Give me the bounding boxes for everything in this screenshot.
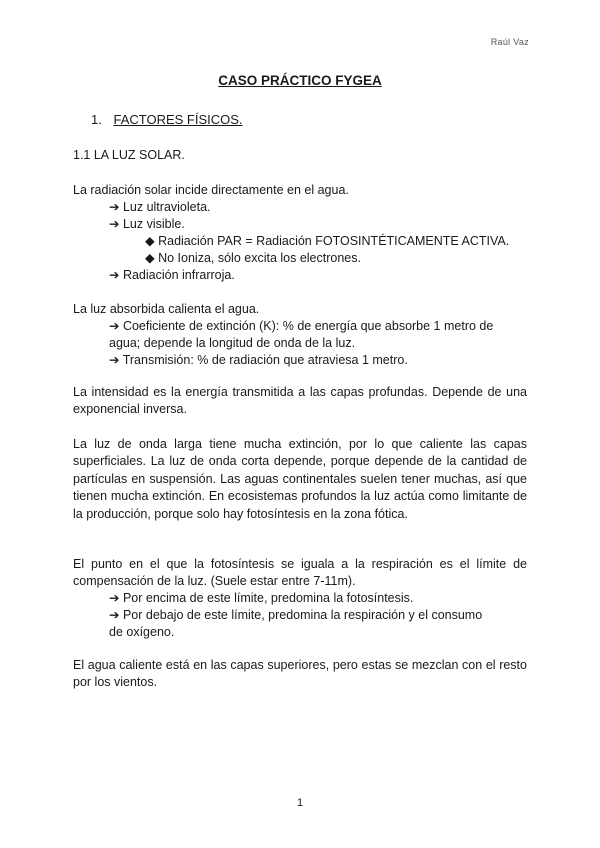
- list-item-ultraviolet: ➔ Luz ultravioleta.: [109, 200, 211, 214]
- document-title: CASO PRÁCTICO FYGEA: [218, 73, 382, 88]
- sublist-item-par: ◆ Radiación PAR = Radiación FOTOSINTÉTICAMENTE ACTIVA.: [145, 234, 510, 248]
- list-item-infrared: ➔ Radiación infrarroja.: [109, 268, 235, 282]
- sublist-item-ionize: ◆ No Ioniza, sólo excita los electrones.: [145, 251, 361, 265]
- page-number: 1: [296, 797, 304, 809]
- list-item-below-limit: ➔ Por debajo de este límite, predomina la respiración y el consumo: [109, 608, 483, 622]
- section-title: FACTORES FÍSICOS.: [113, 112, 243, 127]
- list-item-visible: ➔ Luz visible.: [109, 217, 185, 231]
- absorbed-intro: La luz absorbida calienta el agua.: [73, 302, 260, 316]
- paragraph-wavelength: La luz de onda larga tiene mucha extinción, por lo que caliente las capas superficiales. La luz de onda corta depende, porque depende de la cantidad de partículas en suspensión. Las aguas continentales suelen tener muchas, así que tienen mucha extinción. En ecosistemas profundos la luz actúa como limitante de la producción, porque solo hay fotosíntesis en la zona fótica.: [73, 437, 527, 521]
- list-item-extinction-coefficient: ➔ Coeficiente de extinción (K): % de energía que absorbe 1 metro de: [109, 319, 494, 333]
- page-header-author: Raúl Vaz: [490, 37, 529, 47]
- section-heading: [91, 111, 243, 128]
- list-item-below-limit-cont: de oxígeno.: [109, 625, 175, 639]
- paragraph-warm-water: El agua caliente está en las capas superiores, pero estas se mezclan con el resto por los vientos.: [73, 658, 527, 690]
- list-item-extinction-coefficient-cont: agua; depende la longitud de onda de la luz.: [109, 336, 356, 350]
- section-number: 1.: [91, 112, 102, 127]
- list-item-above-limit: ➔ Por encima de este límite, predomina la fotosíntesis.: [109, 591, 414, 605]
- paragraph-compensation: El punto en el que la fotosíntesis se iguala a la respiración es el límite de compensación de la luz. (Suele estar entre 7-11m).: [73, 557, 527, 589]
- subsection-heading: 1.1 LA LUZ SOLAR.: [73, 148, 185, 162]
- radiation-intro: La radiación solar incide directamente en el agua.: [73, 183, 349, 197]
- paragraph-intensity: La intensidad es la energía transmitida a las capas profundas. Depende de una exponencial inversa.: [73, 385, 527, 417]
- list-item-transmission: ➔ Transmisión: % de radiación que atraviesa 1 metro.: [109, 353, 408, 367]
